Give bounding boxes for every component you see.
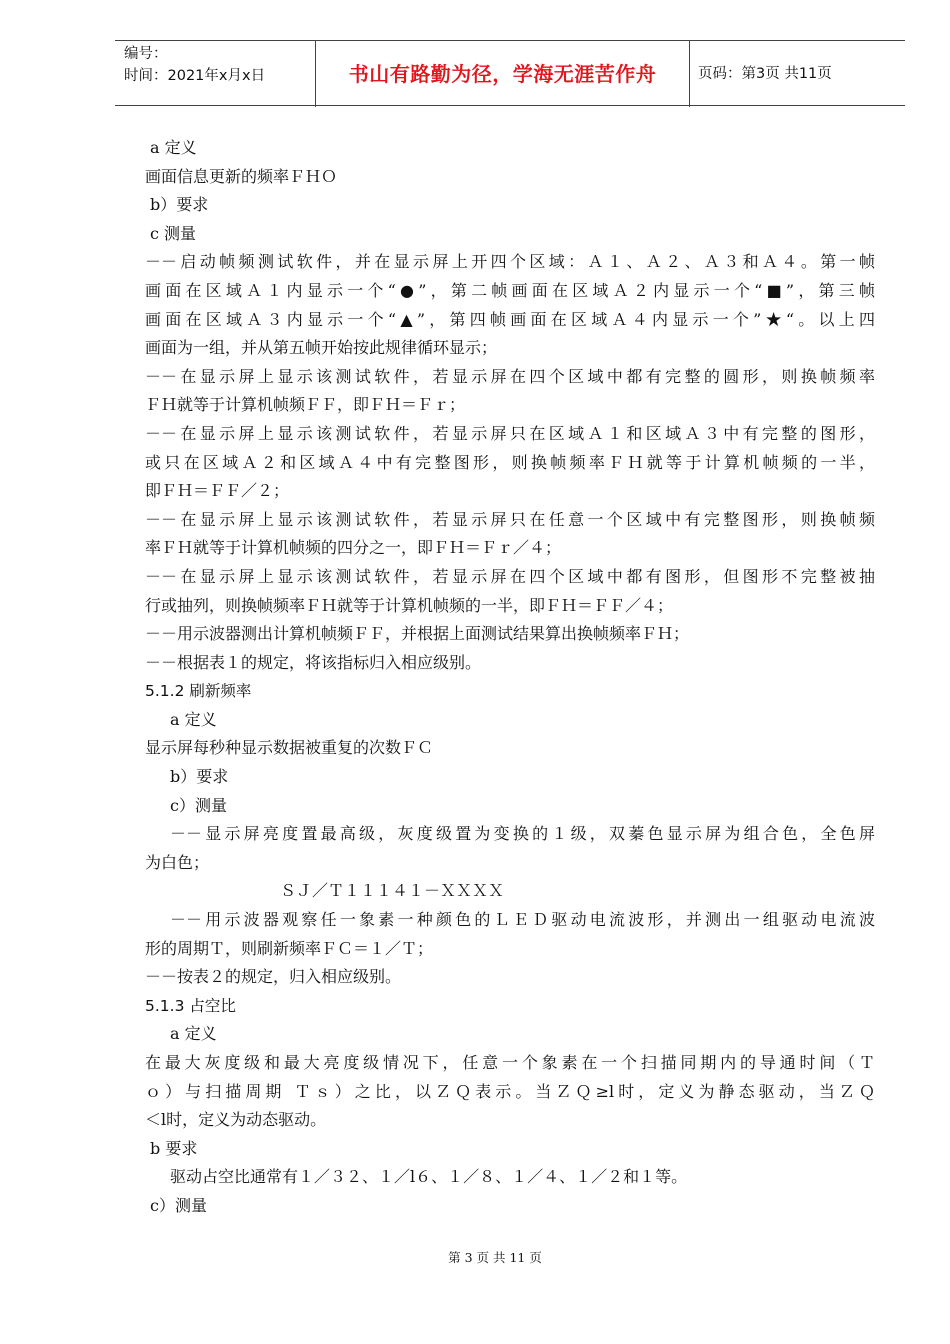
text-line: ＦＨ就等于计算机帧频ＦＦ，即ＦＨ＝Ｆｒ； [145,395,466,415]
document-body [145,134,875,1221]
text-line: c）测量 [150,1195,207,1215]
text-line: b 要求 [150,1138,198,1158]
text-line: －－用示波器观察任一象素一种颜色的ＬＥＤ驱动电流波形，并测出一组驱动电流波 [170,910,875,930]
text-line: a 定义 [170,1024,217,1044]
text-line: ＜l时，定义为动态驱动。 [145,1110,327,1130]
page-footer: 第 3 页 共 11 页 [448,1250,542,1265]
text-line: －－启动帧频测试软件，并在显示屏上开四个区域：Ａ１、Ａ２、Ａ３和Ａ４。第一帧 [145,252,875,272]
text-line: a 定义 [150,138,197,157]
text-line: a 定义 [170,709,217,729]
page-header [115,40,905,106]
time-label: 时间：2021年x月x日 [124,68,266,84]
text-line: 即ＦＨ＝ＦＦ／２； [145,481,290,501]
text-line: －－用示波器测出计算机帧频ＦＦ，并根据上面测试结果算出换帧频率ＦＨ； [145,624,690,644]
code-label: 编号： [124,46,168,62]
text-line: ＳＪ／Ｔ１１１４１－ＸＸＸＸ [280,881,505,901]
text-line: 画面为一组，并从第五帧开始按此规律循环显示； [145,338,498,358]
text-line: －－显示屏亮度置最高级，灰度级置为变换的１级，双蓁色显示屏为组合色，全色屏 [170,824,875,844]
header-motto: 书山有路勤为径，学海无涯苦作舟 [316,41,690,107]
header-page-label: 页码：第3页 共11页 [698,66,832,82]
text-line: 5.1.2 刷新频率 [145,682,252,701]
text-line: ｏ）与扫描周期 Ｔｓ）之比，以ＺＱ表示。当ＺＱ≥l时，定义为静态驱动，当ＺＱ [145,1081,875,1101]
text-line: 画面在区域Ａ１内显示一个“●”，第二帧画面在区域Ａ２内显示一个“■”，第三帧 [145,280,875,300]
text-line: －－在显示屏上显示该测试软件，若显示屏在四个区域中都有图形，但图形不完整被抽 [145,566,875,586]
text-line: －－根据表１的规定，将该指标归入相应级别。 [145,652,482,672]
text-line: 为白色； [145,852,210,872]
text-line: b）要求 [150,195,209,215]
text-line: 画面在区域Ａ３内显示一个“▲”，第四帧画面在区域Ａ４内显示一个”★“。以上四 [145,309,875,329]
text-line: 画面信息更新的频率ＦＨＯ [145,166,338,186]
text-line: 驱动占空比通常有１／３２、１／l６、１／８、１／４、１／２和１等。 [170,1167,688,1187]
text-line: 率ＦＨ就等于计算机帧频的四分之一，即ＦＨ＝Ｆｒ／４； [145,538,562,558]
text-line: c）测量 [170,795,227,815]
text-line: －－在显示屏上显示该测试软件，若显示屏在四个区域中都有完整的圆形，则换帧频率 [145,366,875,386]
text-line: 或只在区域Ａ２和区域Ａ４中有完整图形，则换帧频率ＦＨ就等于计算机帧频的一半， [145,452,875,472]
text-line: －－在显示屏上显示该测试软件，若显示屏只在区域Ａ１和区域Ａ３中有完整的图形， [145,423,875,443]
text-line: 行或抽列，则换帧频率ＦＨ就等于计算机帧频的一半，即ＦＨ＝ＦＦ／４； [145,595,674,615]
text-line: －－在显示屏上显示该测试软件，若显示屏只在任意一个区域中有完整图形，则换帧频 [145,509,875,529]
text-line: 5.1.3 占空比 [145,996,236,1015]
text-line: 形的周期Ｔ，则刷新频率ＦＣ＝１／Ｔ； [145,938,434,958]
text-line: b）要求 [170,767,229,787]
text-line: 显示屏每秒种显示数据被重复的次数ＦＣ [145,738,434,758]
text-line: 在最大灰度级和最大亮度级情况下，任意一个象素在一个扫描同期内的导通时间（Ｔ [145,1053,875,1072]
text-line: －－按表２的规定，归入相应级别。 [145,967,402,987]
text-line: c 测量 [150,223,197,243]
header-meta [115,41,316,107]
